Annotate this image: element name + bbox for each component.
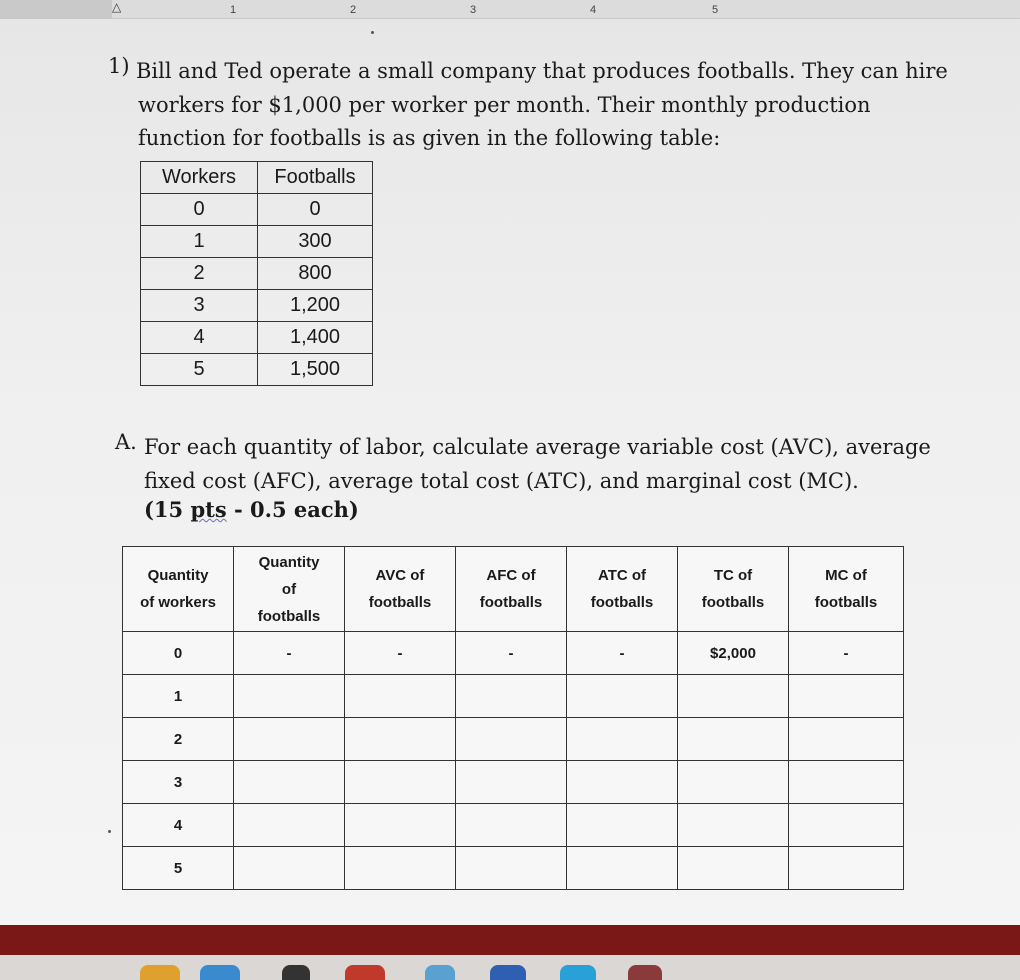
ruler-mark: 2 xyxy=(350,4,357,16)
ruler-mark: 4 xyxy=(590,4,597,16)
editable-cell[interactable] xyxy=(678,718,789,761)
header-line: AVC of xyxy=(375,567,425,584)
cell: $2,000 xyxy=(678,632,789,675)
production-table-header xyxy=(141,162,373,194)
lock-icon[interactable] xyxy=(282,965,310,980)
word-icon[interactable] xyxy=(490,965,526,980)
editable-cell[interactable] xyxy=(789,675,904,718)
header-line: footballs xyxy=(479,594,543,611)
cell: 2 xyxy=(123,718,234,761)
horizontal-ruler[interactable] xyxy=(0,0,1020,19)
editable-cell[interactable] xyxy=(345,804,456,847)
cell: - xyxy=(345,632,456,675)
part-a-label: A. xyxy=(115,430,137,454)
table-row xyxy=(141,290,373,322)
part-a-text xyxy=(144,430,931,498)
ruler-mark: 1 xyxy=(230,4,237,16)
header-line: footballs xyxy=(701,594,765,611)
browser-icon[interactable] xyxy=(425,965,455,980)
part-a-line-2: fixed cost (AFC), average total cost (ATC), and marginal cost (MC). xyxy=(144,469,859,493)
cell: 1 xyxy=(123,675,234,718)
editable-cell[interactable] xyxy=(789,804,904,847)
editable-cell[interactable] xyxy=(345,675,456,718)
cursor-dot xyxy=(371,31,374,34)
editable-cell[interactable] xyxy=(456,718,567,761)
workers-cell: 5 xyxy=(141,354,258,386)
header-line: ATC of xyxy=(597,567,647,584)
editable-cell[interactable] xyxy=(456,847,567,890)
points-note xyxy=(144,497,359,522)
editable-cell[interactable] xyxy=(789,761,904,804)
workers-cell: 4 xyxy=(141,322,258,354)
header-line: footballs xyxy=(368,594,432,611)
question-line-1: Bill and Ted operate a small company that produces footballs. They can hire xyxy=(136,59,948,83)
table-row xyxy=(141,322,373,354)
editable-cell[interactable] xyxy=(345,761,456,804)
editable-cell[interactable] xyxy=(678,675,789,718)
editable-cell[interactable] xyxy=(567,804,678,847)
table-row xyxy=(123,718,904,761)
cell: - xyxy=(567,632,678,675)
editable-cell[interactable] xyxy=(678,761,789,804)
table-row xyxy=(141,258,373,290)
header-afc xyxy=(456,547,567,632)
points-open: (15 xyxy=(144,497,191,522)
table-row xyxy=(123,804,904,847)
header-line: footballs xyxy=(590,594,654,611)
footballs-cell: 1,500 xyxy=(258,354,373,386)
editable-cell[interactable] xyxy=(456,804,567,847)
table-row xyxy=(141,194,373,226)
editable-cell[interactable] xyxy=(789,718,904,761)
editable-cell[interactable] xyxy=(456,675,567,718)
cell: - xyxy=(456,632,567,675)
header-line: TC of xyxy=(713,567,753,584)
cost-table-header xyxy=(123,547,904,632)
question-line-3: function for footballs is as given in the following table: xyxy=(138,126,721,150)
table-row xyxy=(123,761,904,804)
folder-icon[interactable] xyxy=(200,965,240,980)
editable-cell[interactable] xyxy=(789,847,904,890)
editable-cell[interactable] xyxy=(678,847,789,890)
header-footballs: Footballs xyxy=(258,162,373,194)
points-pts-spellcheck: pts xyxy=(190,497,227,522)
editable-cell[interactable] xyxy=(234,675,345,718)
header-line: footballs xyxy=(257,607,321,625)
header-line: AFC of xyxy=(486,567,536,584)
cell: 0 xyxy=(123,632,234,675)
cell: 5 xyxy=(123,847,234,890)
editable-cell[interactable] xyxy=(678,804,789,847)
workers-cell: 2 xyxy=(141,258,258,290)
workers-cell: 1 xyxy=(141,226,258,258)
home-icon[interactable] xyxy=(345,965,385,980)
cost-table xyxy=(122,546,904,890)
ruler-left-margin xyxy=(0,0,112,18)
production-table xyxy=(140,161,373,386)
footballs-cell: 800 xyxy=(258,258,373,290)
editable-cell[interactable] xyxy=(567,761,678,804)
workers-cell: 0 xyxy=(141,194,258,226)
header-workers: Workers xyxy=(141,162,258,194)
header-quantity-footballs xyxy=(234,547,345,632)
editable-cell[interactable] xyxy=(234,761,345,804)
editable-cell[interactable] xyxy=(456,761,567,804)
footballs-cell: 1,200 xyxy=(258,290,373,322)
paragraph-dot xyxy=(108,830,111,833)
cell: 3 xyxy=(123,761,234,804)
ruler-mark: 5 xyxy=(712,4,719,16)
cell: 4 xyxy=(123,804,234,847)
header-quantity-workers xyxy=(123,547,234,632)
header-line: of workers xyxy=(140,594,216,611)
footballs-cell: 300 xyxy=(258,226,373,258)
header-line: Quantity xyxy=(147,567,209,584)
table-row xyxy=(141,226,373,258)
footballs-cell: 0 xyxy=(258,194,373,226)
footballs-cell: 1,400 xyxy=(258,322,373,354)
points-rest: - 0.5 each) xyxy=(226,497,359,522)
header-line: footballs xyxy=(814,594,878,611)
header-avc xyxy=(345,547,456,632)
ruler-mark: 3 xyxy=(470,4,477,16)
part-a-line-1: For each quantity of labor, calculate average variable cost (AVC), average xyxy=(144,435,931,459)
table-row xyxy=(123,847,904,890)
indent-marker-icon[interactable]: △ xyxy=(112,0,122,14)
header-mc xyxy=(789,547,904,632)
table-row xyxy=(141,354,373,386)
editable-cell[interactable] xyxy=(234,804,345,847)
table-row xyxy=(123,675,904,718)
editable-cell[interactable] xyxy=(345,718,456,761)
table-row xyxy=(123,632,904,675)
editable-cell[interactable] xyxy=(567,675,678,718)
editable-cell[interactable] xyxy=(345,847,456,890)
header-line: of xyxy=(281,580,297,598)
header-line: Quantity xyxy=(258,553,320,571)
editable-cell[interactable] xyxy=(234,847,345,890)
header-line: MC of xyxy=(825,567,867,584)
window-bottom-bar xyxy=(0,925,1020,955)
question-number: 1) xyxy=(108,54,130,78)
workers-cell: 3 xyxy=(141,290,258,322)
cell: - xyxy=(234,632,345,675)
header-tc xyxy=(678,547,789,632)
cell: - xyxy=(789,632,904,675)
editable-cell[interactable] xyxy=(567,847,678,890)
header-atc xyxy=(567,547,678,632)
store-icon[interactable] xyxy=(560,965,596,980)
calendar-icon[interactable] xyxy=(628,965,662,980)
question-line-2: workers for $1,000 per worker per month. Their monthly production xyxy=(138,93,871,117)
editable-cell[interactable] xyxy=(567,718,678,761)
editable-cell[interactable] xyxy=(234,718,345,761)
app-icon[interactable] xyxy=(140,965,180,980)
